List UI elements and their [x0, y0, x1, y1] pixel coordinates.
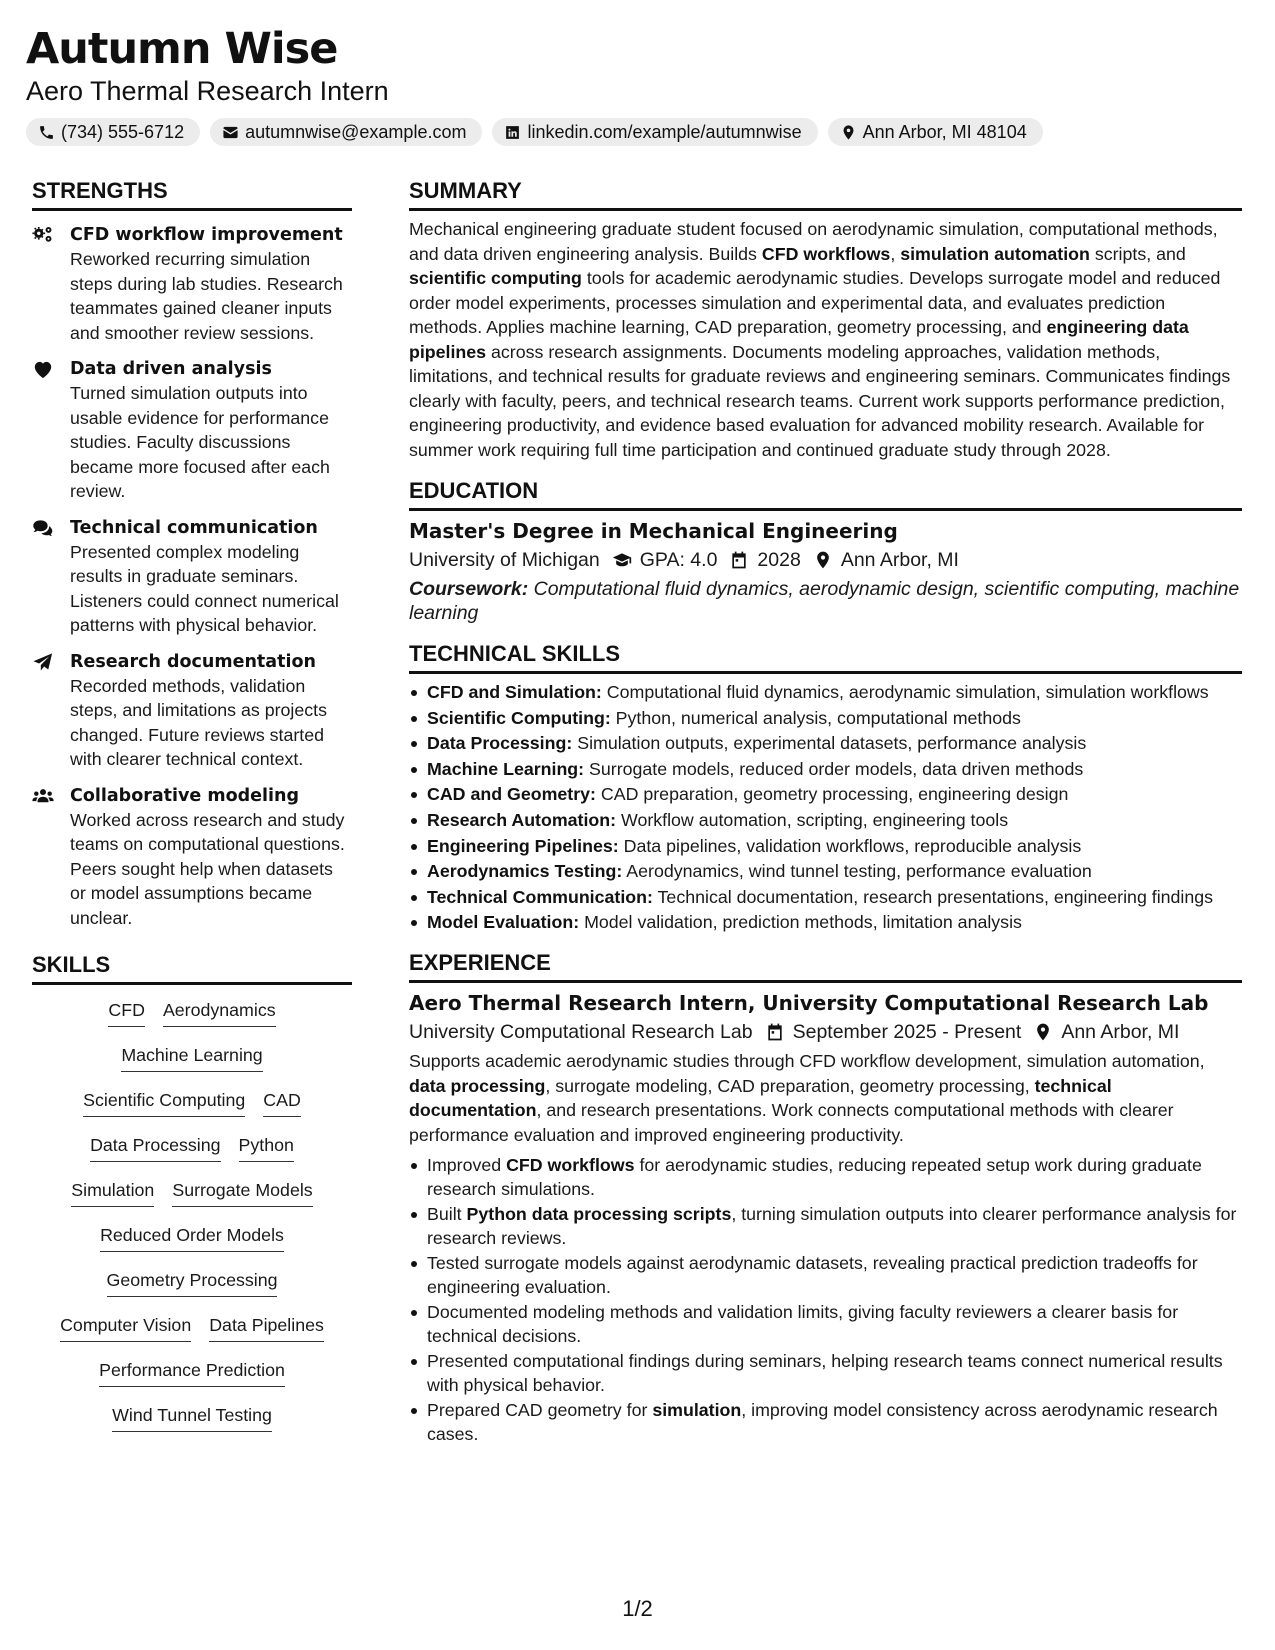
page-number: 1/2 — [622, 1596, 653, 1621]
email-text: autumnwise@example.com — [245, 121, 467, 142]
job-description — [409, 1049, 1242, 1147]
skill-label: Engineering Pipelines: — [427, 835, 619, 856]
strengths-section — [32, 176, 352, 930]
skill-tag-row — [32, 1042, 352, 1087]
text-run: , and research presentations. Work connects computational methods with clearer performance evaluation and improved engineering productivity. — [409, 1100, 1174, 1145]
list-item — [409, 808, 1242, 832]
map-pin-icon — [813, 550, 833, 570]
resume-header — [26, 22, 1249, 146]
list-item — [409, 757, 1242, 781]
list-item — [409, 680, 1242, 704]
education-heading: EDUCATION — [409, 476, 1242, 511]
coursework-label: Coursework: — [409, 578, 529, 600]
gears-icon — [32, 225, 54, 245]
skill-tag-row — [32, 1312, 352, 1357]
emphasis-text: CFD workflows — [506, 1155, 635, 1176]
emphasis-text: simulation automation — [900, 243, 1090, 264]
skill-tag: Machine Learning — [121, 1042, 262, 1072]
skill-tag: Computer Vision — [60, 1312, 191, 1342]
location-chip[interactable] — [828, 118, 1043, 146]
skill-tag-row — [32, 1177, 352, 1222]
text-run: , improving model consistency across aerodynamic research cases. — [427, 1400, 1218, 1445]
job-bullets — [409, 1153, 1242, 1446]
skill-label: Data Processing: — [427, 733, 573, 754]
strength-item — [32, 357, 352, 504]
users-icon — [32, 786, 54, 806]
skill-tag-cloud — [32, 997, 352, 1447]
skill-text: Surrogate models, reduced order models, data driven methods — [584, 758, 1084, 779]
skill-tag: Data Processing — [90, 1132, 220, 1162]
skill-tag: Performance Prediction — [99, 1357, 285, 1387]
skill-text: Simulation outputs, experimental datasets, performance analysis — [572, 733, 1087, 754]
strength-desc: Worked across research and study teams on computational questions. Peers sought help when datasets or model assumptions became unclear. — [70, 809, 345, 928]
phone-text: (734) 555-6712 — [61, 121, 185, 142]
location-text: Ann Arbor, MI 48104 — [862, 121, 1027, 142]
envelope-icon — [222, 124, 239, 141]
skill-label: Scientific Computing: — [427, 707, 611, 728]
text-run: Improved — [427, 1155, 507, 1176]
text-run: Presented computational findings during seminars, helping research teams connect numerical results with physical behavior. — [427, 1351, 1223, 1396]
list-item — [409, 731, 1242, 755]
email-chip[interactable] — [210, 118, 482, 146]
education-section — [409, 476, 1242, 625]
strength-title: Technical communication — [70, 517, 318, 538]
skill-tag-row — [32, 997, 352, 1042]
text-run: for aerodynamic studies, reducing repeated setup work during graduate research simulations. — [427, 1155, 1202, 1200]
strength-item — [32, 784, 352, 931]
text-run: Documented modeling methods and validation limits, giving faculty reviewers a clearer basis for technical decisions. — [427, 1302, 1179, 1347]
degree-title: Master's Degree in Mechanical Engineering — [409, 519, 898, 543]
skill-tag: Simulation — [71, 1177, 154, 1207]
skill-text: Python, numerical analysis, computational methods — [610, 707, 1021, 728]
text-run: scripts, and — [1089, 243, 1186, 264]
coursework — [409, 577, 1242, 625]
skill-text: Model validation, prediction methods, limitation analysis — [579, 912, 1022, 933]
skill-tag: Geometry Processing — [107, 1267, 278, 1297]
skill-tag: Python — [239, 1132, 294, 1162]
list-item — [409, 834, 1242, 858]
map-pin-icon — [1033, 1022, 1053, 1042]
skill-tag-row — [32, 1402, 352, 1447]
skill-label: Machine Learning: — [427, 758, 585, 779]
skill-text: Workflow automation, scripting, engineering tools — [616, 809, 1009, 830]
experience-section — [409, 948, 1242, 1446]
right-column — [409, 176, 1242, 1447]
strength-desc: Presented complex modeling results in graduate seminars. Listeners could connect numerical patterns with physical behavior. — [70, 541, 339, 635]
list-item — [409, 859, 1242, 883]
strength-title: Data driven analysis — [70, 359, 272, 379]
text-run: , surrogate modeling, CAD preparation, geometry processing, — [545, 1075, 1035, 1096]
graduation-cap-icon — [612, 550, 632, 570]
skill-label: Model Evaluation: — [427, 912, 580, 933]
skill-label: CFD and Simulation: — [427, 682, 602, 702]
education-location: Ann Arbor, MI — [840, 549, 959, 571]
skills-section — [32, 950, 352, 1447]
text-run: tools for academic aerodynamic studies. Develops surrogate model and reduced order model experiments, processes simulation and experimental data, and evaluates prediction methods. Applies machine learning, CAD preparation, geometry processing, and — [409, 268, 1221, 337]
experience-meta — [409, 1017, 1242, 1047]
skill-text: CAD preparation, geometry processing, engineering design — [595, 784, 1069, 805]
school-name: University of Michigan — [409, 549, 600, 571]
skill-text: Technical documentation, research presentations, engineering findings — [652, 886, 1214, 907]
emphasis-text: CFD workflows — [761, 243, 891, 264]
skill-label: CAD and Geometry: — [427, 784, 596, 805]
text-run: Supports academic aerodynamic studies through CFD workflow development, simulation automation, — [409, 1051, 1205, 1072]
skill-tag-row — [32, 1087, 352, 1132]
coursework-text: Computational fluid dynamics, aerodynamic design, scientific computing, machine learning — [409, 578, 1240, 624]
emphasis-text: data processing — [409, 1075, 546, 1096]
text-run: Prepared CAD geometry for — [427, 1400, 653, 1421]
list-item — [409, 782, 1242, 806]
emphasis-text: scientific computing — [409, 268, 582, 288]
text-run: Built — [427, 1204, 467, 1225]
text-run: across research assignments. Documents modeling approaches, validation methods, limitations, and technical results for graduate reviews and engineering seminars. Communicates findings clearly with faculty, peers, and technical research teams. Current work supports performance prediction, engineering productivity, and evidence based evaluation for advanced mobility research. Available for summer work requiring full time participation and continued graduate study through 2028. — [409, 341, 1231, 460]
strengths-heading: STRENGTHS — [32, 176, 352, 211]
strength-desc: Reworked recurring simulation steps during lab studies. Research teammates gained cleaner inputs and smoother review sessions. — [70, 249, 343, 343]
skill-tag: Data Pipelines — [209, 1312, 324, 1342]
paper-plane-icon — [32, 652, 54, 672]
text-run: Tested surrogate models against aerodynamic datasets, revealing practical prediction tradeoffs for engineering evaluation. — [427, 1253, 1198, 1298]
strength-desc: Turned simulation outputs into usable evidence for performance studies. Faculty discussions became more focused after each review. — [70, 383, 330, 501]
list-item — [409, 1153, 1242, 1201]
text-run: , — [890, 243, 901, 264]
list-item — [409, 1349, 1242, 1397]
heart-icon — [32, 359, 54, 379]
emphasis-text: engineering data pipelines — [409, 317, 1189, 362]
list-item — [409, 706, 1242, 730]
candidate-name: Autumn Wise — [26, 24, 338, 74]
emphasis-text: Python data processing scripts — [466, 1204, 732, 1225]
strength-title: Research documentation — [70, 651, 316, 672]
left-column — [32, 176, 352, 1447]
skill-tag: Aerodynamics — [163, 997, 276, 1027]
skill-tag-row — [32, 1222, 352, 1267]
text-run: Mechanical engineering graduate student focused on aerodynamic simulation, computational methods, and data driven engineering analysis. Builds — [409, 219, 1218, 264]
list-item — [409, 1202, 1242, 1250]
list-item — [409, 885, 1242, 909]
skill-text: Computational fluid dynamics, aerodynamic simulation, simulation workflows — [601, 682, 1209, 702]
skill-tag-row — [32, 1132, 352, 1177]
emphasis-text: simulation — [652, 1400, 742, 1421]
list-item — [409, 910, 1242, 934]
map-pin-icon — [840, 124, 857, 141]
skill-tag: Surrogate Models — [172, 1177, 312, 1207]
summary-text — [409, 217, 1242, 462]
strength-item — [32, 650, 352, 772]
strength-desc: Recorded methods, validation steps, and limitations as projects changed. Future reviews started with clearer technical context. — [70, 675, 327, 769]
strength-item — [32, 223, 352, 345]
text-run: , turning simulation outputs into clearer performance analysis for research reviews. — [427, 1204, 1237, 1249]
skill-label: Research Automation: — [427, 809, 617, 830]
strength-title: Collaborative modeling — [70, 785, 300, 806]
comments-icon — [32, 518, 54, 538]
education-meta — [409, 545, 1242, 575]
technical-skills-heading: TECHNICAL SKILLS — [409, 639, 1242, 674]
summary-section — [409, 176, 1242, 462]
list-item — [409, 1300, 1242, 1348]
candidate-title: Aero Thermal Research Intern — [26, 76, 389, 106]
skill-text: Aerodynamics, wind tunnel testing, performance evaluation — [622, 861, 1092, 882]
emphasis-text: technical documentation — [409, 1075, 1112, 1121]
skills-heading: SKILLS — [32, 950, 352, 985]
strength-item — [32, 516, 352, 638]
calendar-icon — [765, 1022, 785, 1042]
linkedin-chip[interactable] — [492, 118, 817, 146]
skill-tag-row — [32, 1357, 352, 1402]
phone-icon — [38, 124, 55, 141]
technical-skills-list — [409, 680, 1242, 934]
summary-heading: SUMMARY — [409, 176, 1242, 211]
contact-bar — [26, 118, 1249, 146]
skill-tag: Reduced Order Models — [100, 1222, 284, 1252]
graduation-year: 2028 — [757, 549, 801, 571]
job-dates: September 2025 - Present — [792, 1021, 1022, 1044]
gpa-text: GPA: 4.0 — [639, 549, 718, 571]
skill-label: Aerodynamics Testing: — [427, 861, 623, 882]
skill-label: Technical Communication: — [427, 886, 653, 907]
technical-skills-section — [409, 639, 1242, 934]
job-location: Ann Arbor, MI — [1061, 1021, 1180, 1044]
strength-title: CFD workflow improvement — [70, 225, 343, 245]
experience-heading: EXPERIENCE — [409, 948, 1242, 983]
skill-tag: Scientific Computing — [83, 1087, 245, 1117]
organization-name: University Computational Research Lab — [409, 1021, 753, 1044]
linkedin-text: linkedin.com/example/autumnwise — [527, 121, 802, 142]
job-title: Aero Thermal Research Intern, University Computational Research Lab — [409, 991, 1209, 1016]
skill-tag: CFD — [108, 997, 145, 1027]
phone-chip[interactable] — [26, 118, 200, 146]
list-item — [409, 1251, 1242, 1299]
linkedin-icon — [504, 124, 521, 141]
calendar-icon — [729, 550, 749, 570]
list-item — [409, 1398, 1242, 1446]
skill-tag: CAD — [263, 1087, 301, 1117]
skill-tag: Wind Tunnel Testing — [112, 1402, 272, 1432]
skill-tag-row — [32, 1267, 352, 1312]
skill-text: Data pipelines, validation workflows, reproducible analysis — [618, 835, 1082, 856]
